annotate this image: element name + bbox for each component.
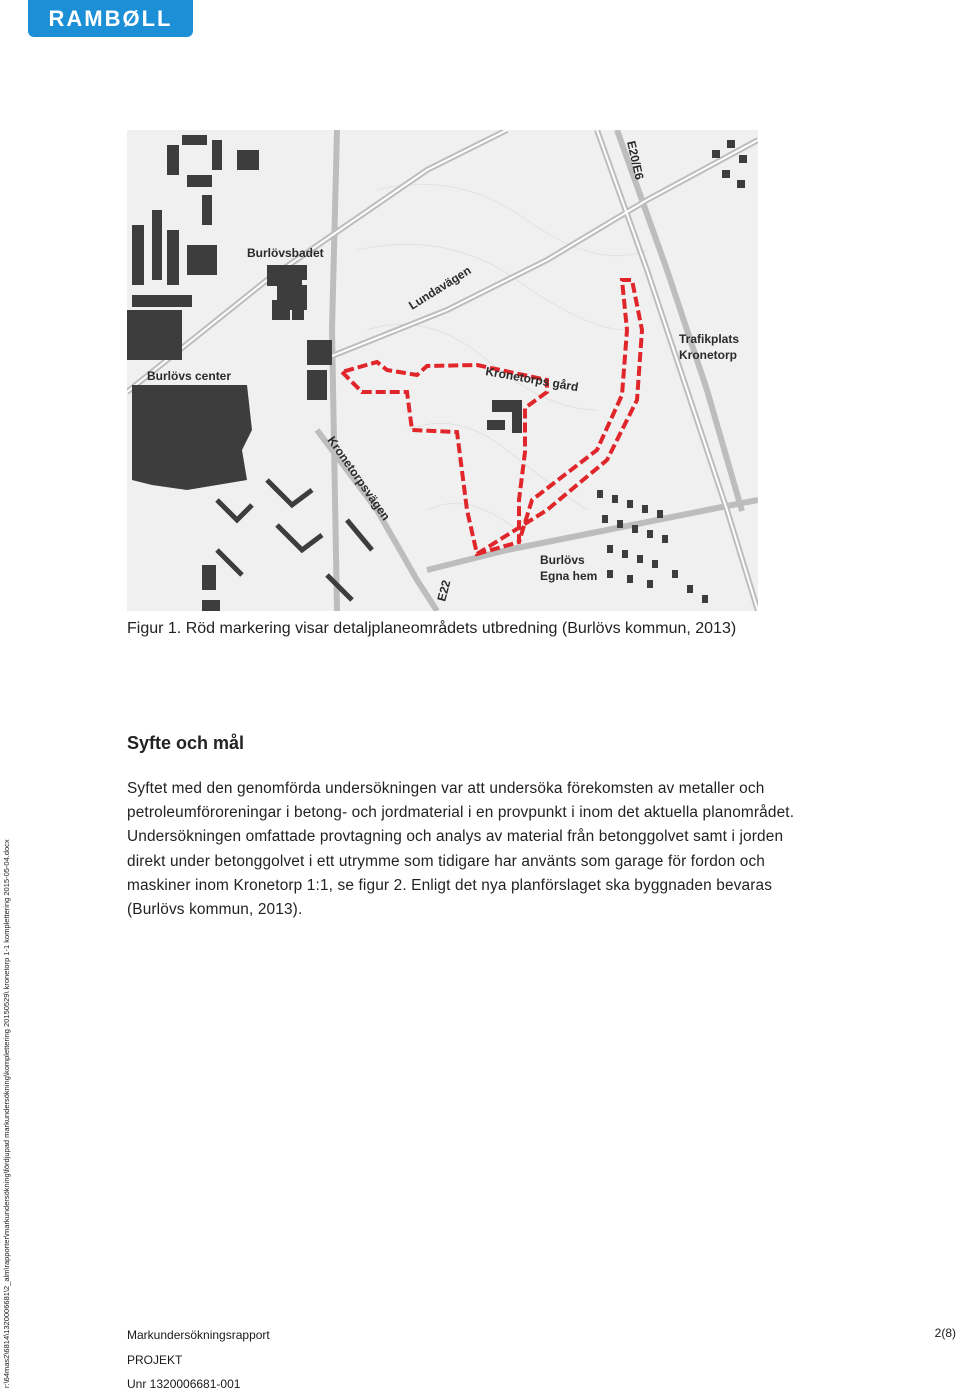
label-trafikplats-2: Kronetorp <box>679 348 737 362</box>
label-kronetorps-gard: Kronetorps gård <box>484 364 580 395</box>
label-burlovs-egna-1: Burlövs <box>540 553 585 567</box>
label-trafikplats-1: Trafikplats <box>679 332 740 346</box>
figure-caption: Figur 1. Röd markering visar detaljplaneområdets utbredning (Burlövs kommun, 2013) <box>127 620 737 637</box>
label-burlovs-center: Burlövs center <box>147 369 232 383</box>
map-figure <box>127 130 758 611</box>
ramboll-logo: RAMBØLL <box>28 0 193 37</box>
file-path-label: r:\64mas2\6814\1320006681\2_alm\rapporter\markundersökning\fördjupad markundersökning\komplettering 20150529\ kronetorp 1-1 komplettering 2015-05-04.docx <box>2 839 11 1388</box>
footer-unr: Unr 1320006681-001 <box>127 1377 241 1391</box>
label-burlovs-egna-2: Egna hem <box>540 569 598 583</box>
label-kronetorpsvagen: Kronetorpsvägen <box>324 433 394 524</box>
section-paragraph: Syftet med den genomförda undersökningen var att undersöka förekomsten av metaller och petroleumföroreningar i betong- och jordmaterial i en provpunkt i inom det aktuella planområdet. Undersökningen omfattade provtagning och analys av material från betonggolvet samt i jorden direkt under betonggolvet i ett utrymme som tidigare har använts som garage för fordon och maskiner inom Kronetorp 1:1, se figur 2. Enligt det nya planförslaget ska byggnaden bevaras (Burlövs kommun, 2013). <box>127 780 795 919</box>
label-burlovsbadet: Burlövsbadet <box>247 246 324 260</box>
footer-project-label: PROJEKT <box>127 1353 183 1367</box>
footer-report-title: Markundersökningsrapport <box>127 1328 270 1342</box>
section-heading: Syfte och mål <box>127 733 245 753</box>
label-e22: E22 <box>434 578 454 603</box>
label-e20e6: E20/E6 <box>624 139 647 182</box>
label-lundavagen: Lundavägen <box>406 263 474 313</box>
footer-page-number: 2(8) <box>934 1326 956 1340</box>
